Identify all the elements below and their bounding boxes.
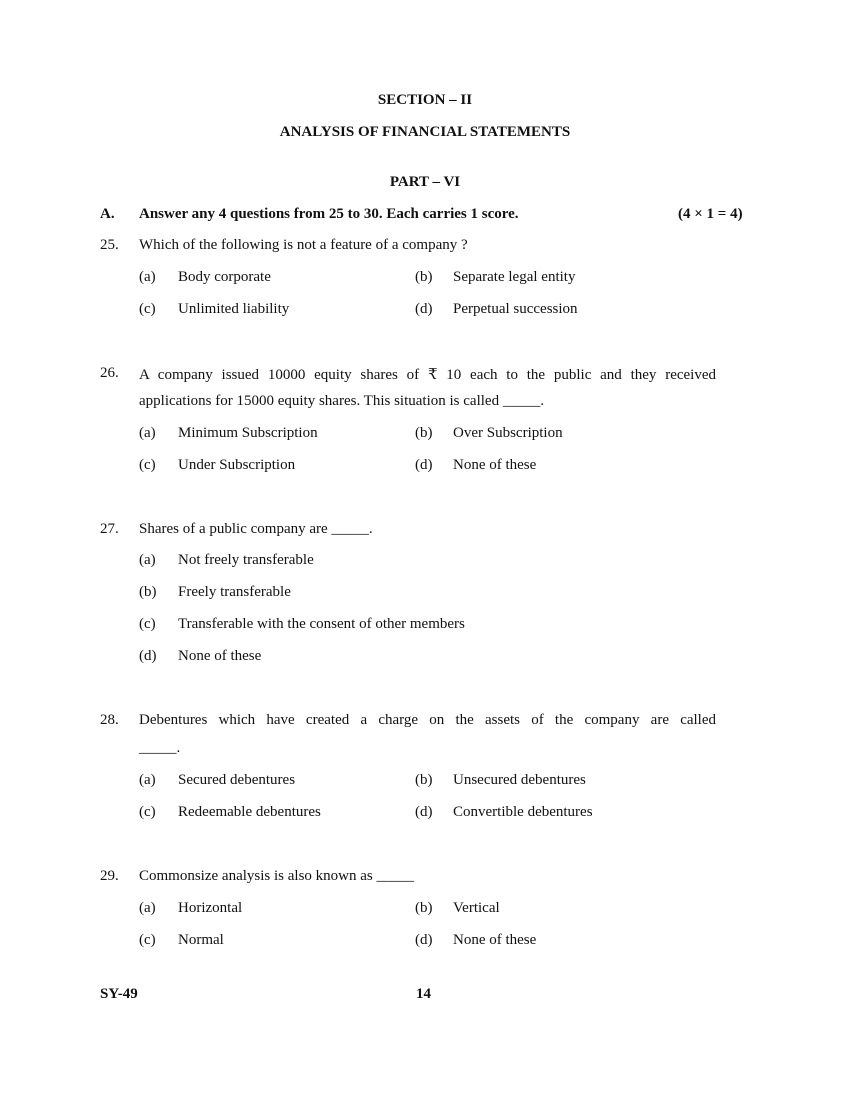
option-text: Over Subscription: [453, 425, 563, 441]
question-text: Debentures which have created a charge on the assets of the company are called: [139, 712, 716, 728]
option-label: (c): [139, 616, 156, 632]
option-label: (b): [415, 772, 433, 788]
option-label: (a): [139, 552, 156, 568]
question-text: Commonsize analysis is also known as _____: [139, 868, 414, 884]
option-label: (c): [139, 804, 156, 820]
question-number: 27.: [100, 521, 119, 537]
instruction-text: Answer any 4 questions from 25 to 30. Each carries 1 score.: [139, 206, 519, 222]
option-label: (d): [415, 932, 433, 948]
option-text: Transferable with the consent of other members: [178, 616, 465, 632]
page-number: 14: [416, 986, 431, 1002]
paper-code: SY-49: [100, 986, 138, 1002]
instruction-label: A.: [100, 206, 115, 222]
option-text: Vertical: [453, 900, 500, 916]
question-text: Shares of a public company are _____.: [139, 521, 373, 537]
question-number: 25.: [100, 237, 119, 253]
question-text: applications for 15000 equity shares. This situation is called _____.: [139, 393, 545, 409]
option-label: (b): [415, 425, 433, 441]
option-label: (a): [139, 900, 156, 916]
option-label: (c): [139, 301, 156, 317]
question-number: 28.: [100, 712, 119, 728]
section-heading: SECTION – II: [377, 92, 473, 108]
option-text: None of these: [178, 648, 262, 664]
question-number: 26.: [100, 365, 119, 381]
option-label: (b): [139, 584, 157, 600]
option-label: (d): [415, 457, 433, 473]
question-text: _____.: [139, 740, 181, 756]
option-label: (c): [139, 457, 156, 473]
question-text: A company issued 10000 equity shares of ₹ 10 each to the public and they received: [139, 367, 716, 383]
option-label: (d): [139, 648, 157, 664]
option-text: Perpetual succession: [453, 301, 578, 317]
option-text: Body corporate: [178, 269, 271, 285]
option-label: (a): [139, 269, 156, 285]
option-text: None of these: [453, 457, 537, 473]
option-text: Horizontal: [178, 900, 243, 916]
option-label: (b): [415, 900, 433, 916]
option-text: Convertible debentures: [453, 804, 593, 820]
question-number: 29.: [100, 868, 119, 884]
option-label: (b): [415, 269, 433, 285]
part-heading: PART – VI: [389, 174, 461, 190]
option-text: Unlimited liability: [178, 301, 290, 317]
option-label: (d): [415, 804, 433, 820]
option-text: Under Subscription: [178, 457, 296, 473]
option-text: Redeemable debentures: [178, 804, 321, 820]
option-text: Not freely transferable: [178, 552, 314, 568]
section-title: ANALYSIS OF FINANCIAL STATEMENTS: [279, 124, 571, 140]
option-text: Unsecured debentures: [453, 772, 586, 788]
question-text: Which of the following is not a feature of a company ?: [139, 237, 468, 253]
option-label: (a): [139, 425, 156, 441]
option-text: Normal: [178, 932, 224, 948]
instruction-marks: (4 × 1 = 4): [678, 206, 743, 222]
option-label: (d): [415, 301, 433, 317]
option-text: Separate legal entity: [453, 269, 576, 285]
option-text: None of these: [453, 932, 537, 948]
option-text: Minimum Subscription: [178, 425, 318, 441]
option-label: (c): [139, 932, 156, 948]
option-text: Freely transferable: [178, 584, 291, 600]
option-text: Secured debentures: [178, 772, 296, 788]
option-label: (a): [139, 772, 156, 788]
